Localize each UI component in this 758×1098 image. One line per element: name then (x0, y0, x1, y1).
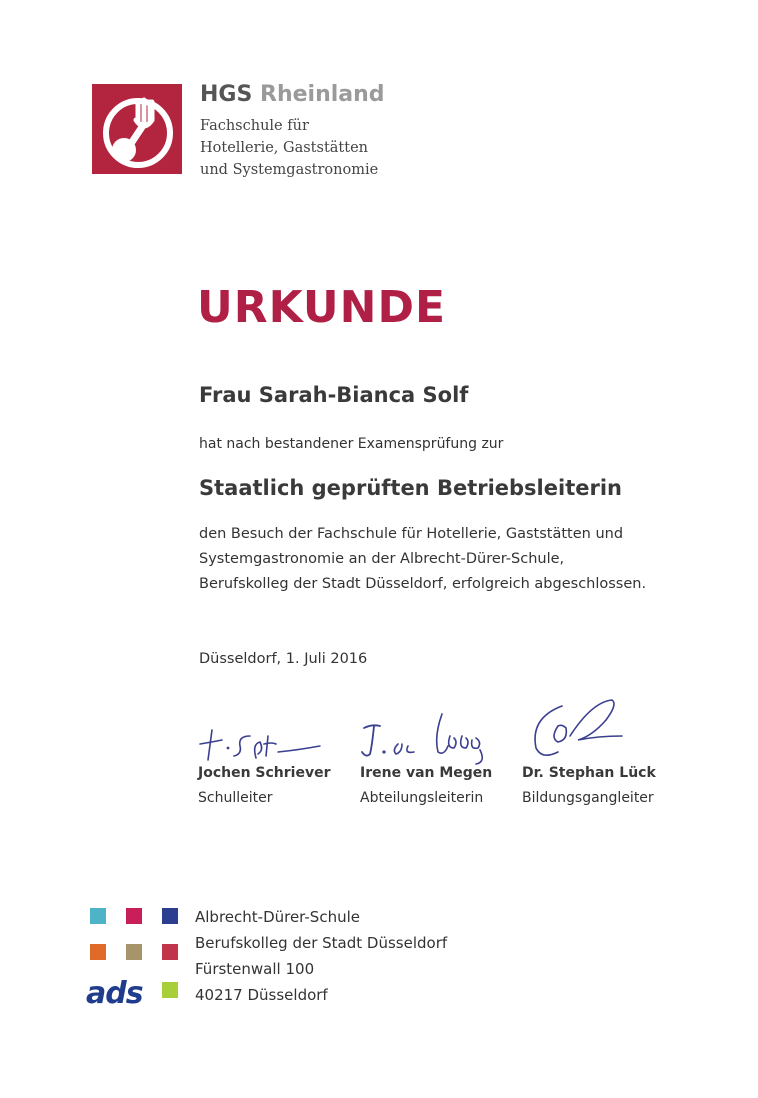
body-text-line: den Besuch der Fachschule für Hotellerie, Gaststätten und (199, 526, 624, 542)
brand-region: Rheinland (260, 82, 385, 107)
logo-square (162, 982, 178, 998)
logo-square (162, 908, 178, 924)
signature-van-megen (358, 706, 498, 768)
document-title: URKUNDE (197, 282, 447, 333)
body-text-line: Systemgastronomie an der Albrecht-Dürer-Schule, (199, 551, 565, 567)
brand-subtitle-line: Hotellerie, Gaststätten (200, 140, 368, 156)
signatory-role: Abteilungsleiterin (360, 790, 484, 806)
place-date: Düsseldorf, 1. Juli 2016 (199, 651, 368, 667)
signatory-name: Irene van Megen (360, 765, 493, 781)
signature-schriever (198, 722, 328, 768)
address-line: 40217 Düsseldorf (195, 986, 328, 1004)
address-line: Berufskolleg der Stadt Düsseldorf (195, 934, 448, 952)
address-line: Fürstenwall 100 (195, 960, 315, 978)
signatory-role: Bildungsgangleiter (522, 790, 654, 806)
ads-logo: ads (86, 976, 143, 1011)
brand-hgs: HGS (200, 82, 253, 107)
intro-text: hat nach bestandener Examensprüfung zur (199, 436, 504, 452)
degree-title: Staatlich geprüften Betriebsleiterin (199, 476, 622, 500)
signatory-name: Jochen Schriever (198, 765, 331, 781)
signature-lueck (522, 696, 632, 766)
signatory-role: Schulleiter (198, 790, 273, 806)
address-line: Albrecht-Dürer-Schule (195, 908, 360, 926)
brand-name (200, 82, 385, 107)
logo-square (126, 944, 142, 960)
logo-square (90, 944, 106, 960)
brand-subtitle-line: und Systemgastronomie (200, 162, 379, 178)
hgs-logo (92, 84, 182, 174)
fork-plate-icon (92, 84, 182, 174)
logo-square (162, 944, 178, 960)
signatory-name: Dr. Stephan Lück (522, 765, 656, 781)
recipient-name: Frau Sarah-Bianca Solf (199, 383, 469, 407)
body-text-line: Berufskolleg der Stadt Düsseldorf, erfolgreich abgeschlossen. (199, 576, 647, 592)
logo-square (126, 908, 142, 924)
brand-subtitle-line: Fachschule für (200, 118, 309, 134)
logo-square (90, 908, 106, 924)
